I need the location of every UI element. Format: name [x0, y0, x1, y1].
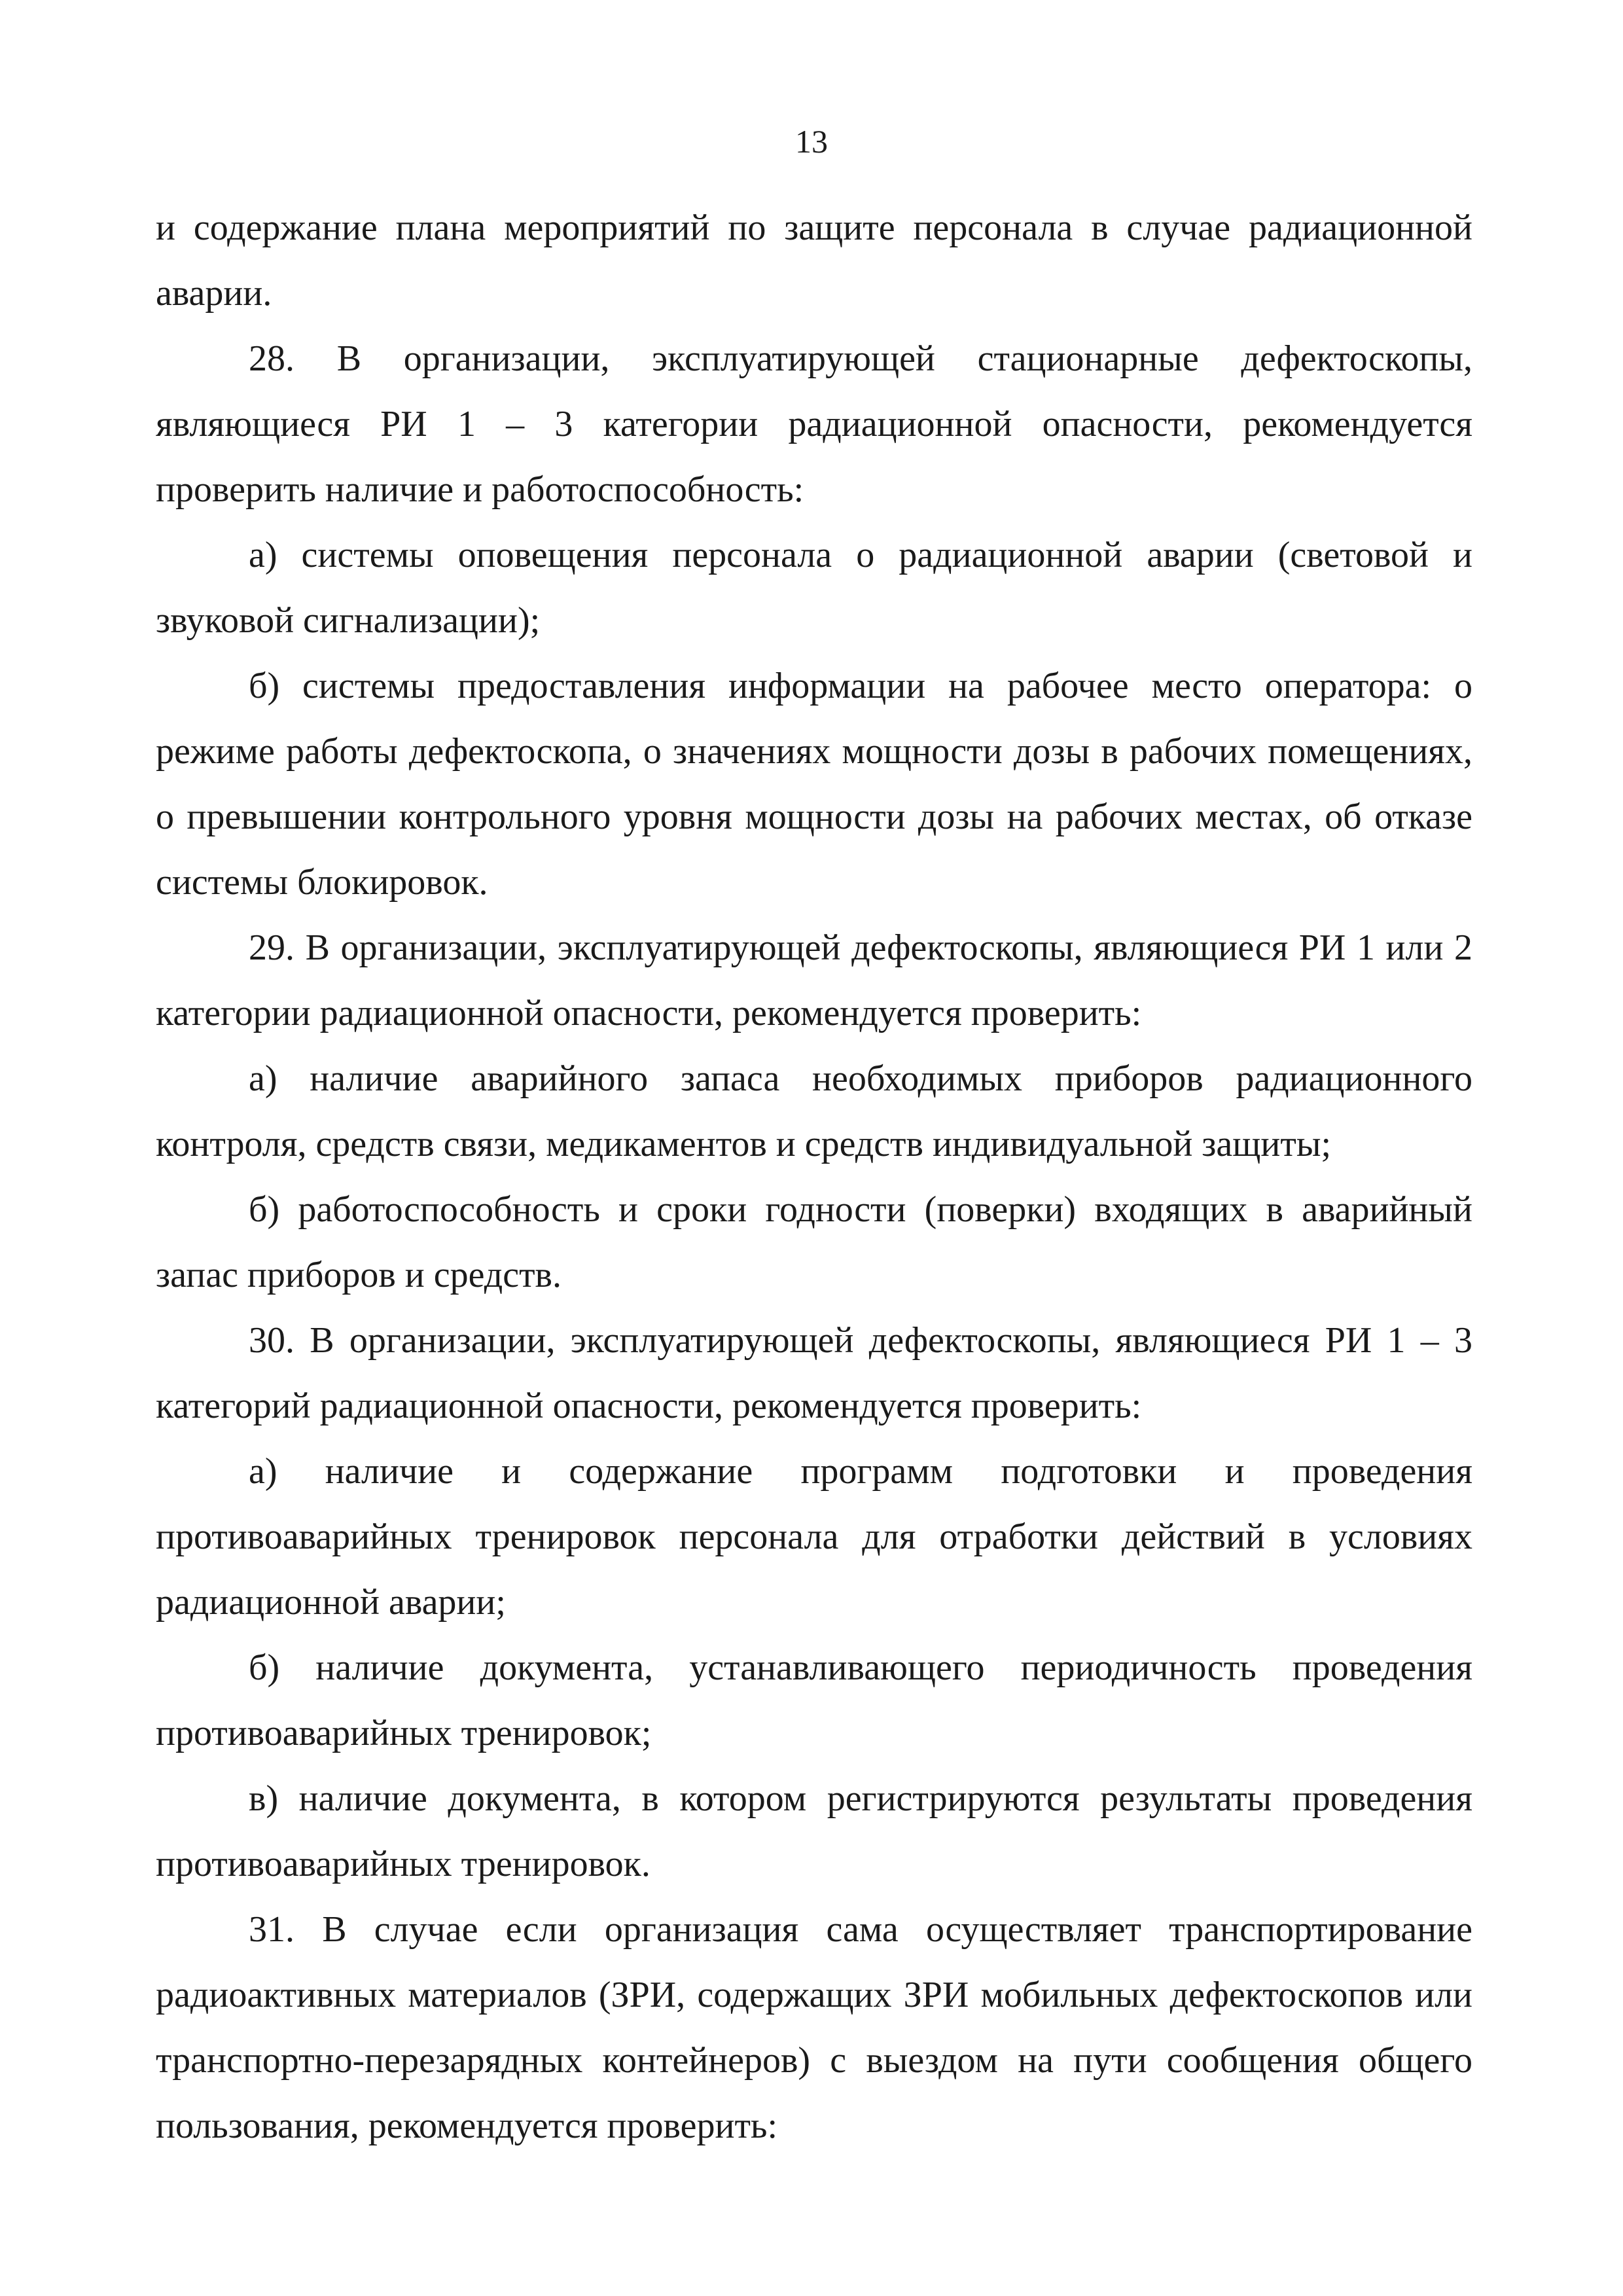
paragraph-28-b: б) системы предоставления информации на рабочее место оператора: о режиме работы дефектоскопа, о значениях мощности дозы в рабочих помещениях, о превышении контрольного уровня мощности дозы на рабочих местах, об отказе системы блокировок.: [156, 666, 1472, 903]
document-body: [156, 195, 1472, 2159]
paragraph-30: 30. В организации, эксплуатирующей дефектоскопы, являющиеся РИ 1 – 3 категорий радиационной опасности, рекомендуется проверить:: [156, 1320, 1472, 1426]
paragraph-28: 28. В организации, эксплуатирующей стационарные дефектоскопы, являющиеся РИ 1 – 3 категории радиационной опасности, рекомендуется проверить наличие и работоспособность:: [156, 338, 1472, 510]
paragraph-29-b: б) работоспособность и сроки годности (поверки) входящих в аварийный запас приборов и средств.: [156, 1189, 1472, 1295]
paragraph-29-a: а) наличие аварийного запаса необходимых приборов радиационного контроля, средств связи, медикаментов и средств индивидуальной защиты;: [156, 1058, 1472, 1164]
paragraph-31: 31. В случае если организация сама осуществляет транспортирование радиоактивных материалов (ЗРИ, содержащих ЗРИ мобильных дефектоскопов или транспортно-перезарядных контейнеров) с выездом на пути сообщения общего пользования, рекомендуется проверить:: [156, 1909, 1472, 2146]
page-number: 13: [795, 123, 828, 160]
paragraph-30-c: в) наличие документа, в котором регистрируются результаты проведения противоаварийных тренировок.: [156, 1778, 1472, 1884]
paragraph-30-a: а) наличие и содержание программ подготовки и проведения противоаварийных тренировок персонала для отработки действий в условиях радиационной аварии;: [156, 1451, 1472, 1623]
paragraph-28-a: а) системы оповещения персонала о радиационной аварии (световой и звуковой сигнализации);: [156, 535, 1472, 641]
paragraph-30-b: б) наличие документа, устанавливающего периодичность проведения противоаварийных тренировок;: [156, 1647, 1472, 1753]
paragraph-continuation: и содержание плана мероприятий по защите персонала в случае радиационной аварии.: [156, 207, 1472, 314]
paragraph-29: 29. В организации, эксплуатирующей дефектоскопы, являющиеся РИ 1 или 2 категории радиационной опасности, рекомендуется проверить:: [156, 927, 1472, 1033]
